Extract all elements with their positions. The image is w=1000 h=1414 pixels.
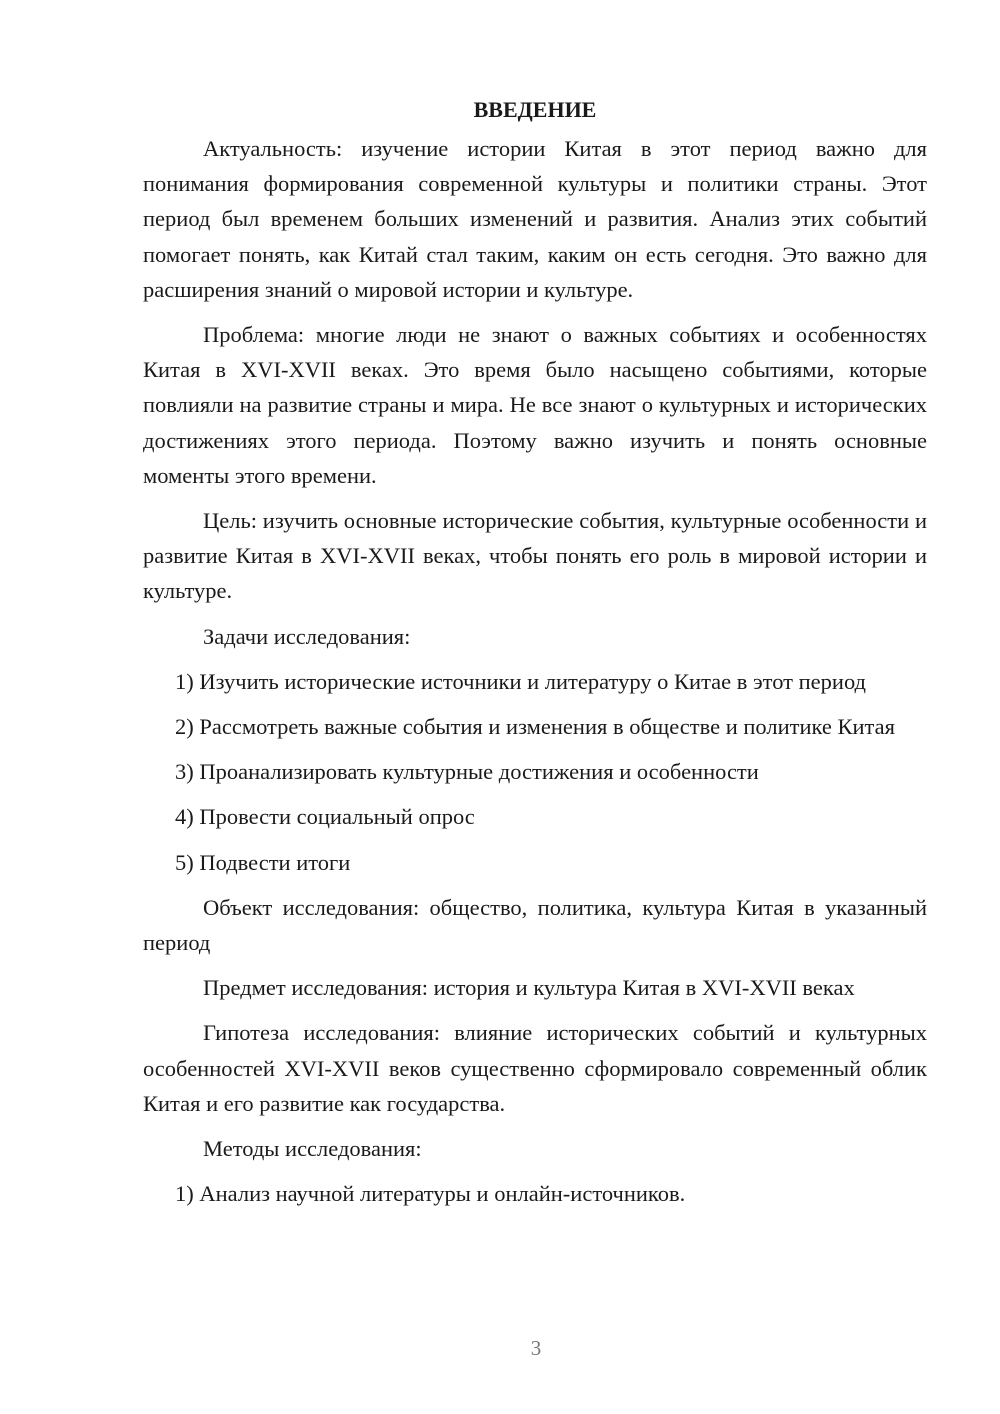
task-item-2: 2) Рассмотреть важные события и изменения в обществе и политике Китая	[175, 714, 895, 740]
methods-heading: Методы исследования:	[203, 1136, 422, 1162]
section-title: ВВЕДЕНИЕ	[473, 97, 597, 122]
object-paragraph: Объект исследования: общество, политика, культура Китая в указанный период	[143, 894, 927, 956]
task-item-3: 3) Проанализировать культурные достижения и особенности	[175, 759, 759, 785]
goal-paragraph: Цель: изучить основные исторические события, культурные особенности и развитие Китая в XVI-XVII веках, чтобы понять его роль в мировой истории и культуре.	[143, 508, 927, 604]
task-item-1: 1) Изучить исторические источники и литературу о Китае в этот период	[175, 668, 866, 694]
hypothesis-paragraph: Гипотеза исследования: влияние исторических событий и культурных особенностей XVI-XVII веков существенно сформировало современный облик Китая и его развитие как государства.	[143, 1020, 927, 1116]
page-number: 3	[530, 1336, 542, 1360]
problem-paragraph: Проблема: многие люди не знают о важных событиях и особенностях Китая в XVI-XVII веках. Это время было насыщено событиями, которые повлияли на развитие страны и мира. Не все знают о культурных и исторических достижениях этого периода. Поэтому важно изучить и понять основные моменты этого времени.	[143, 322, 927, 488]
task-item-4: 4) Провести социальный опрос	[175, 804, 475, 830]
subject-paragraph: Предмет исследования: история и культура Китая в XVI-XVII веках	[203, 975, 855, 1001]
relevance-paragraph: Актуальность: изучение истории Китая в этот период важно для понимания формирования современной культуры и политики страны. Этот период был временем больших изменений и развития. Анализ этих событий помогает понять, как Китай стал таким, каким он есть сегодня. Это важно для расширения знаний о мировой истории и культуре.	[143, 136, 927, 302]
tasks-heading: Задачи исследования:	[203, 623, 411, 649]
document-page	[143, 92, 927, 1211]
task-item-5: 5) Подвести итоги	[175, 849, 351, 875]
method-item-1: 1) Анализ научной литературы и онлайн-источников.	[175, 1181, 686, 1207]
